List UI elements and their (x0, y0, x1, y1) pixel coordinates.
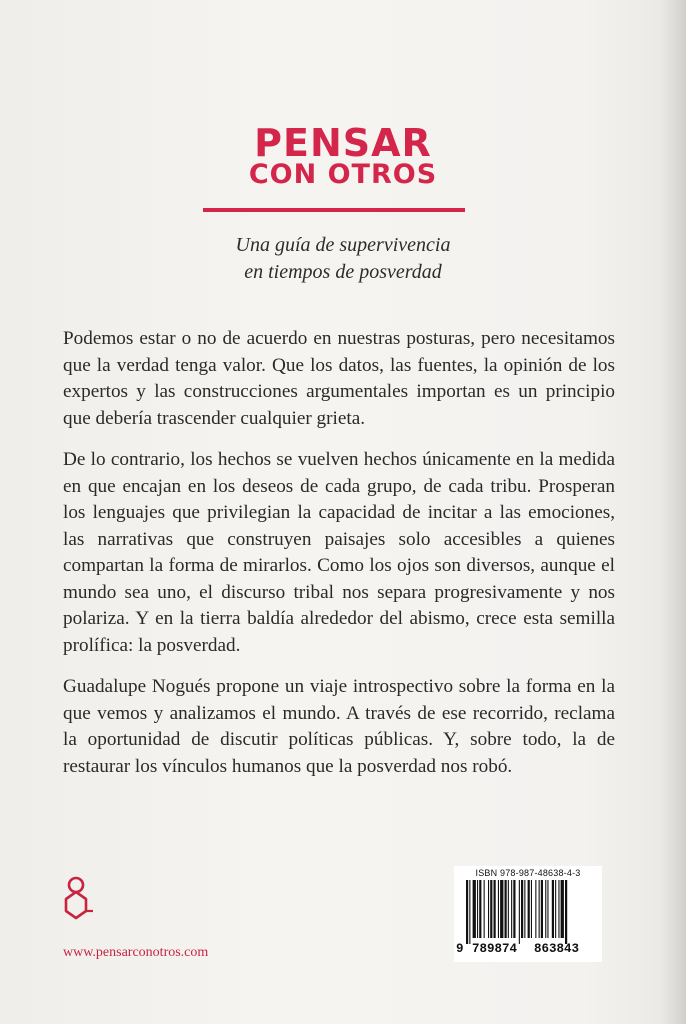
barcode-bar (498, 880, 499, 938)
barcode-bar (488, 880, 489, 938)
barcode-bar (524, 880, 525, 938)
barcode-bar (528, 880, 530, 938)
barcode-bars (454, 880, 602, 944)
barcode-bar (521, 880, 523, 938)
barcode-bar (555, 880, 556, 938)
barcode-bar (558, 880, 559, 938)
barcode-bar (547, 880, 548, 938)
barcode-bar (494, 880, 496, 938)
book-title-line2: CON OTROS (248, 159, 438, 190)
barcode-digits-right: 863843 (534, 942, 580, 956)
barcode-bar (500, 880, 503, 938)
barcode-bar (473, 880, 476, 938)
barcode-bar (508, 880, 509, 938)
barcode-bar (477, 880, 478, 938)
barcode-bar (479, 880, 481, 938)
barcode-digit-first: 9 (456, 942, 464, 956)
blurb-paragraph: Podemos estar o no de acuerdo en nuestras posturas, pero necesitamos que la verdad tenga valor. Que los datos, las fuentes, la opinión de los expertos y las construcciones argumentales importan es un principio que debería trascender cualquier grieta. (63, 328, 615, 429)
book-title-line1: PENSAR (254, 121, 432, 165)
subtitle-line2: en tiempos de posverdad (244, 261, 442, 283)
barcode-bar (519, 880, 520, 944)
barcode-bar (552, 880, 554, 938)
blurb-text (63, 326, 615, 795)
blurb-paragraph: Guadalupe Nogués propone un viaje introspectivo sobre la forma en la que vemos y analizamos el mundo. A través de ese recorrido, reclama la oportunidad de discutir políticas públicas. Y, sobre todo, la de restaurar los vínculos humanos que la posverdad nos robó. (63, 676, 615, 777)
barcode-bar (565, 880, 567, 944)
barcode-bar (511, 880, 512, 938)
title-divider (203, 208, 465, 212)
barcode (454, 866, 602, 962)
subtitle-line1: Una guía de supervivencia (235, 234, 451, 256)
publisher-logo-icon (60, 875, 96, 923)
barcode-bar (505, 880, 507, 938)
isbn-label: ISBN 978-987-48638-4-3 (475, 868, 581, 878)
barcode-bar (539, 880, 540, 938)
barcode-bar (490, 880, 492, 938)
website-link[interactable]: www.pensarconotros.com (63, 945, 209, 960)
barcode-digits-left: 789874 (472, 942, 518, 956)
blurb-paragraph: De lo contrario, los hechos se vuelven hechos únicamente en la medida en que encajan en los deseos de cada grupo, de cada tribu. Prosperan los lenguajes que privilegian la capacidad de incitar a las emociones, las narrativas que construyen paisajes solo accesibles a quienes compartan la forma de mirarlos. Como los ojos son diversos, aunque el mundo sea uno, el discurso tribal nos separa progresivamente y nos polariza. Y en la tierra baldía alrededor del abismo, crece esta semilla prolífica: la posverdad. (63, 449, 615, 656)
barcode-bar (469, 880, 470, 944)
barcode-bar (541, 880, 543, 938)
barcode-bar (466, 880, 468, 944)
barcode-bar (484, 880, 485, 938)
barcode-bar (545, 880, 546, 938)
barcode-bar (531, 880, 532, 938)
barcode-bar (513, 880, 515, 938)
barcode-bar (535, 880, 536, 938)
barcode-bar (561, 880, 564, 938)
